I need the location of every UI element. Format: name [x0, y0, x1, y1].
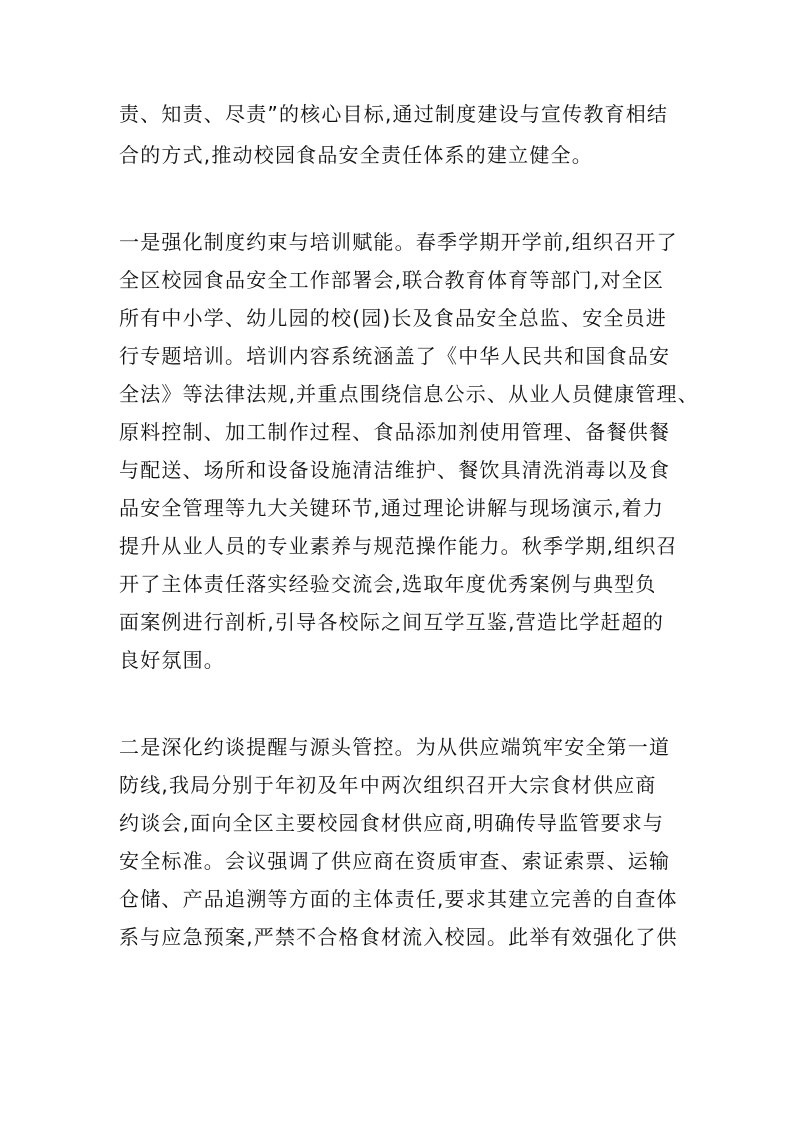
text-line: 全法》等法律法规,并重点围绕信息公示、从业人员健康管理、	[119, 382, 699, 406]
text-line: 与配送、场所和设备设施清洁维护、餐饮具清洗消毒以及食	[119, 458, 671, 482]
text-line: 开了主体责任落实经验交流会,选取年度优秀案例与典型负	[119, 572, 657, 596]
text-line: 面案例进行剖析,引导各校际之间互学互鉴,营造比学赶超的	[119, 610, 665, 634]
text-line: 合的方式,推动校园食品安全责任体系的建立健全。	[119, 143, 593, 167]
text-line: 行专题培训。培训内容系统涵盖了《中华人民共和国食品安	[119, 344, 671, 368]
text-line: 一是强化制度约束与培训赋能。春季学期开学前,组织召开了	[119, 230, 678, 254]
text-line: 系与应急预案,严禁不合格食材流入校园。此举有效强化了供	[119, 925, 678, 949]
text-line: 约谈会,面向全区主要校园食材供应商,明确传导监管要求与	[119, 811, 665, 835]
text-line: 品安全管理等九大关键环节,通过理论讲解与现场演示,着力	[119, 496, 665, 520]
text-line: 安全标准。会议强调了供应商在资质审查、索证索票、运输	[119, 849, 671, 873]
text-line: 责、知责、尽责”的核心目标,通过制度建设与宣传教育相结	[119, 102, 669, 126]
text-line: 防线,我局分别于年初及年中两次组织召开大宗食材供应商	[119, 773, 657, 797]
text-line: 仓储、产品追溯等方面的主体责任,要求其建立完善的自查体	[119, 887, 678, 911]
text-line: 提升从业人员的专业素养与规范操作能力。秋季学期,组织召	[119, 534, 678, 558]
text-line: 良好氛围。	[119, 648, 225, 672]
text-line: 原料控制、加工制作过程、食品添加剂使用管理、备餐供餐	[119, 420, 671, 444]
text-line: 二是深化约谈提醒与源头管控。为从供应端筑牢安全第一道	[119, 735, 671, 759]
text-line: 所有中小学、幼儿园的校(园)长及食品安全总监、安全员进	[119, 306, 668, 330]
text-line: 全区校园食品安全工作部署会,联合教育体育等部门,对全区	[119, 268, 665, 292]
